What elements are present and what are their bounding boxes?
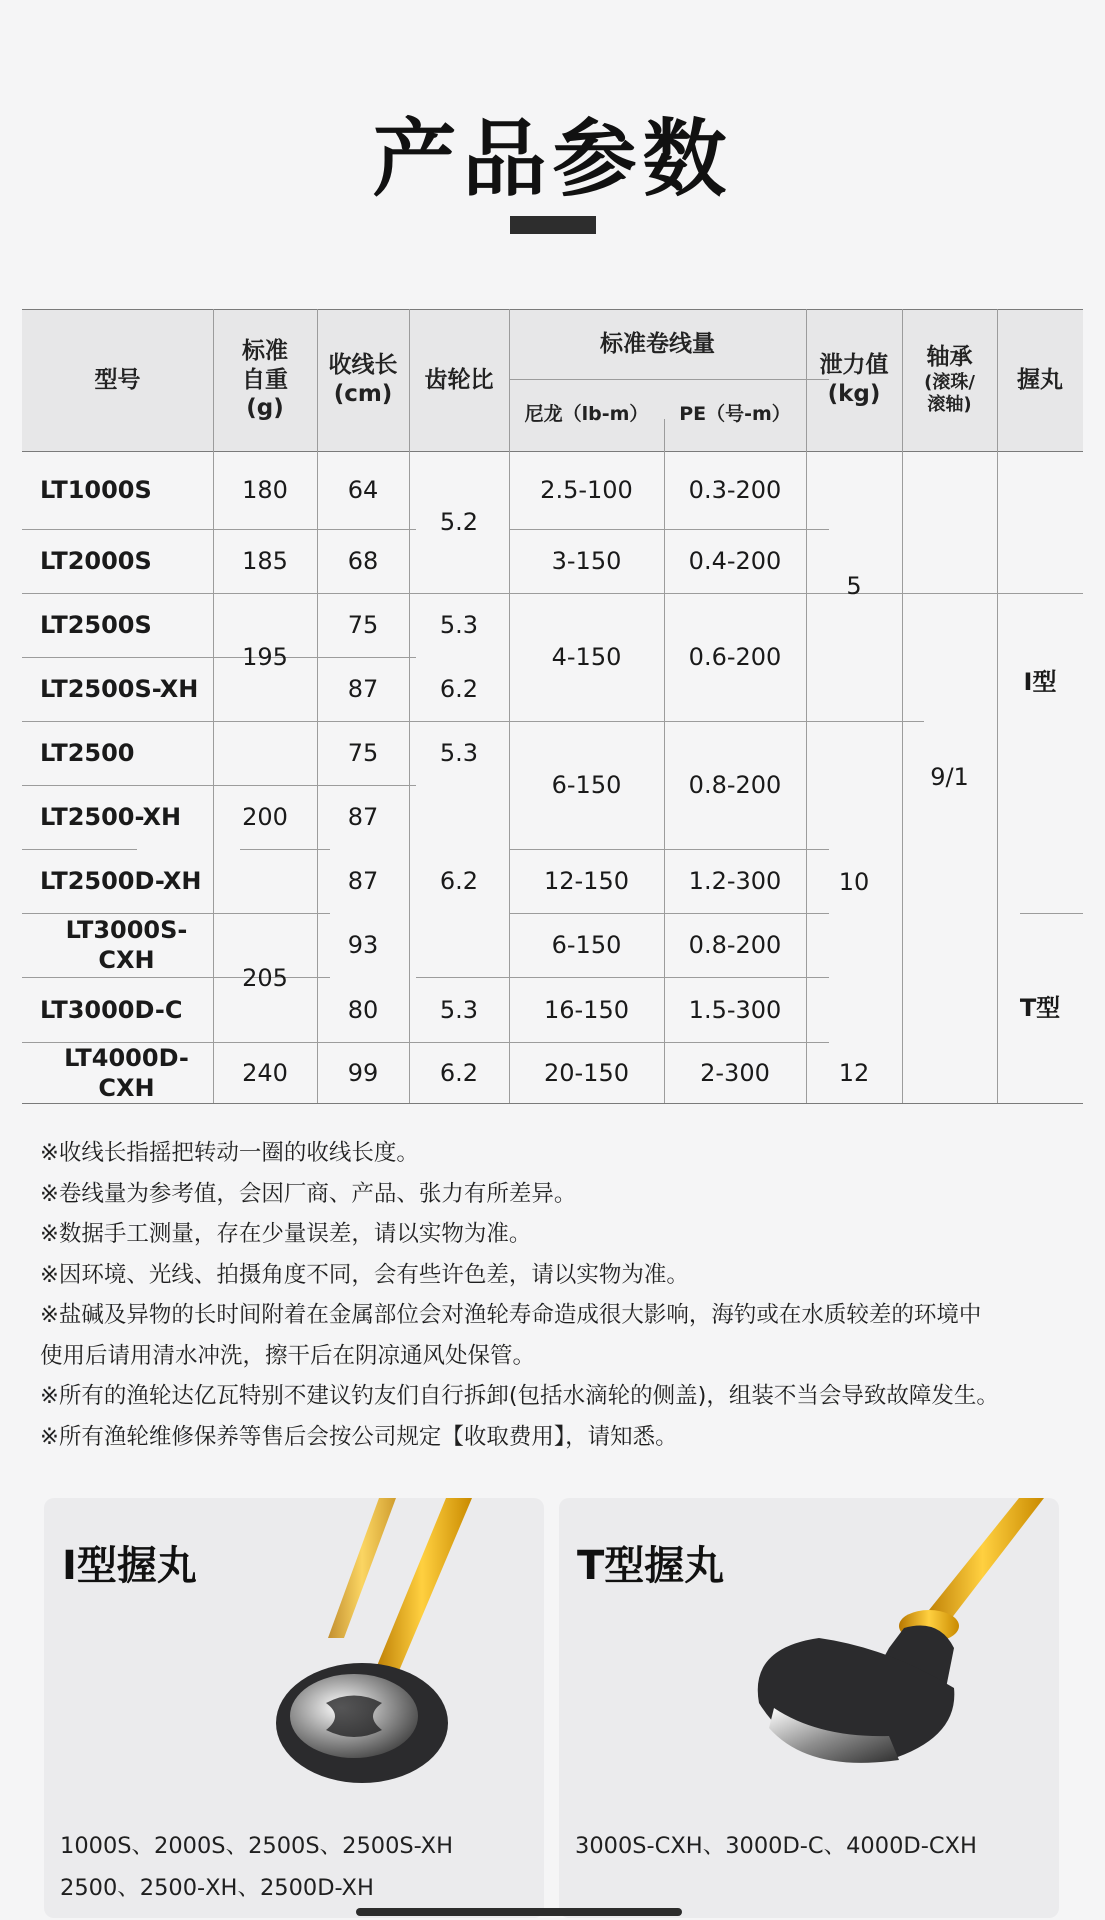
header-drag-line1: 泄力值 <box>819 352 889 379</box>
pe-cell: 0.6-200 <box>688 643 782 671</box>
header-bearing-line1: 轴承 <box>926 344 973 371</box>
nylon-cell: 4-150 <box>551 643 622 671</box>
retrieve-cell: 87 <box>347 803 379 831</box>
retrieve-cell: 64 <box>347 476 379 504</box>
gear-cell: 5.3 <box>439 739 479 767</box>
pe-cell: 2-300 <box>700 1058 770 1087</box>
pe-cell: 0.4-200 <box>688 547 782 575</box>
header-retrieve <box>317 309 409 451</box>
model-cell: LT3000D-C <box>40 995 183 1024</box>
model-cell: LT2500S-XH <box>40 675 199 703</box>
pe-cell: 1.2-300 <box>688 867 782 895</box>
model-cell: LT2500 <box>40 739 135 767</box>
header-retrieve-line1: 收线长 <box>328 352 398 379</box>
weight-cell: 180 <box>242 476 288 504</box>
nylon-cell: 3-150 <box>551 547 622 575</box>
header-weight <box>213 309 317 451</box>
gear-cell: 6.2 <box>439 675 479 703</box>
retrieve-cell: 87 <box>347 867 379 895</box>
gear-cell: 5.2 <box>439 508 479 536</box>
model-cell: LT1000S <box>40 476 152 504</box>
model-cell: LT2500-XH <box>40 803 182 831</box>
header-gear: 齿轮比 <box>424 366 494 393</box>
t-type-card-title: T型握丸 <box>577 1543 725 1589</box>
nylon-cell: 6-150 <box>551 771 622 799</box>
retrieve-cell: 87 <box>347 675 379 703</box>
i-type-knob-card <box>44 1498 544 1918</box>
weight-cell: 185 <box>242 547 288 575</box>
header-pe: PE（号-m） <box>679 403 791 426</box>
scroll-indicator[interactable] <box>356 1908 682 1916</box>
note-line: ※因环境、光线、拍摄角度不同，会有些许色差，请以实物为准。 <box>40 1261 689 1288</box>
bearing-cell: 9/1 <box>930 763 969 791</box>
spec-table <box>22 309 1083 1103</box>
i-type-models-line2: 2500、2500-XH、2500D-XH <box>60 1875 374 1901</box>
header-nylon: 尼龙（lb-m） <box>524 403 649 426</box>
model-cell: LT2500D-XH <box>40 867 202 895</box>
model-cell: LT3000S-CXH <box>65 916 188 974</box>
retrieve-cell: 93 <box>347 931 379 959</box>
drag-cell: 5 <box>846 572 862 600</box>
drag-cell: 12 <box>838 1058 870 1087</box>
drag-cell: 10 <box>838 867 870 896</box>
knob-cell: I型 <box>1023 668 1057 696</box>
nylon-cell: 12-150 <box>543 867 629 895</box>
header-weight-line2: 自重 <box>242 366 288 393</box>
pe-cell: 0.8-200 <box>688 771 782 799</box>
model-cell: LT2000S <box>40 547 152 575</box>
model-cell: LT4000D-CXH <box>64 1043 189 1102</box>
i-type-models-line1: 1000S、2000S、2500S、2500S-XH <box>60 1833 454 1859</box>
note-line: ※收线长指摇把转动一圈的收线长度。 <box>40 1140 419 1166</box>
header-drag-line2: (kg) <box>827 381 881 407</box>
retrieve-cell: 80 <box>347 995 379 1024</box>
nylon-cell: 16-150 <box>543 995 629 1024</box>
i-type-card-title: I型握丸 <box>62 1543 197 1589</box>
note-line: ※所有渔轮维修保养等售后会按公司规定【收取费用】，请知悉。 <box>40 1423 678 1450</box>
weight-cell: 195 <box>242 643 288 671</box>
retrieve-cell: 75 <box>347 611 379 639</box>
weight-cell: 240 <box>242 1058 288 1087</box>
pe-cell: 1.5-300 <box>688 995 782 1024</box>
header-bearing-line3: 滚轴) <box>927 394 972 416</box>
model-cell: LT2500S <box>40 611 152 639</box>
header-weight-line1: 标准 <box>242 337 288 364</box>
header-bearing-line2: (滚珠/ <box>924 371 975 393</box>
note-line: ※数据手工测量，存在少量误差，请以实物为准。 <box>40 1221 532 1247</box>
t-type-knob-card <box>559 1498 1059 1918</box>
nylon-cell: 20-150 <box>543 1058 629 1087</box>
note-line: ※卷线量为参考值，会因厂商、产品、张力有所差异。 <box>40 1180 577 1207</box>
header-drag <box>806 309 902 451</box>
nylon-cell: 6-150 <box>551 931 622 959</box>
gear-cell: 6.2 <box>439 1058 479 1087</box>
header-retrieve-line2: (cm) <box>333 381 393 407</box>
pe-cell: 0.3-200 <box>688 476 782 504</box>
header-weight-line3: (g) <box>246 395 284 422</box>
note-line: ※所有的渔轮达亿瓦特别不建议钓友们自行拆卸(包括水滴轮的侧盖)，组装不当会导致故障发生。 <box>40 1383 999 1409</box>
nylon-cell: 2.5-100 <box>540 476 633 504</box>
page-title: 产品参数 <box>372 110 733 208</box>
header-bearing <box>902 309 997 451</box>
weight-cell: 200 <box>242 803 288 831</box>
retrieve-cell: 99 <box>347 1058 379 1087</box>
gear-cell: 5.3 <box>439 611 479 639</box>
gear-cell: 6.2 <box>439 867 479 895</box>
title-underline <box>510 216 596 234</box>
header-knob: 握丸 <box>1017 366 1063 393</box>
header-model: 型号 <box>94 366 141 393</box>
pe-cell: 0.8-200 <box>688 931 782 959</box>
knob-cell: T型 <box>1019 994 1061 1022</box>
notes-section <box>40 1133 1070 1457</box>
t-type-models-line1: 3000S-CXH、3000D-C、4000D-CXH <box>575 1833 977 1859</box>
header-capacity: 标准卷线量 <box>600 330 715 357</box>
retrieve-cell: 68 <box>347 547 379 575</box>
retrieve-cell: 75 <box>347 739 379 767</box>
note-line: ※盐碱及异物的长时间附着在金属部位会对渔轮寿命造成很大影响，海钓或在水质较差的环境中 <box>40 1302 982 1328</box>
gear-cell: 5.3 <box>439 995 479 1024</box>
note-line: 使用后请用清水冲洗，擦干后在阴凉通风处保管。 <box>40 1342 536 1369</box>
weight-cell: 205 <box>242 963 288 992</box>
